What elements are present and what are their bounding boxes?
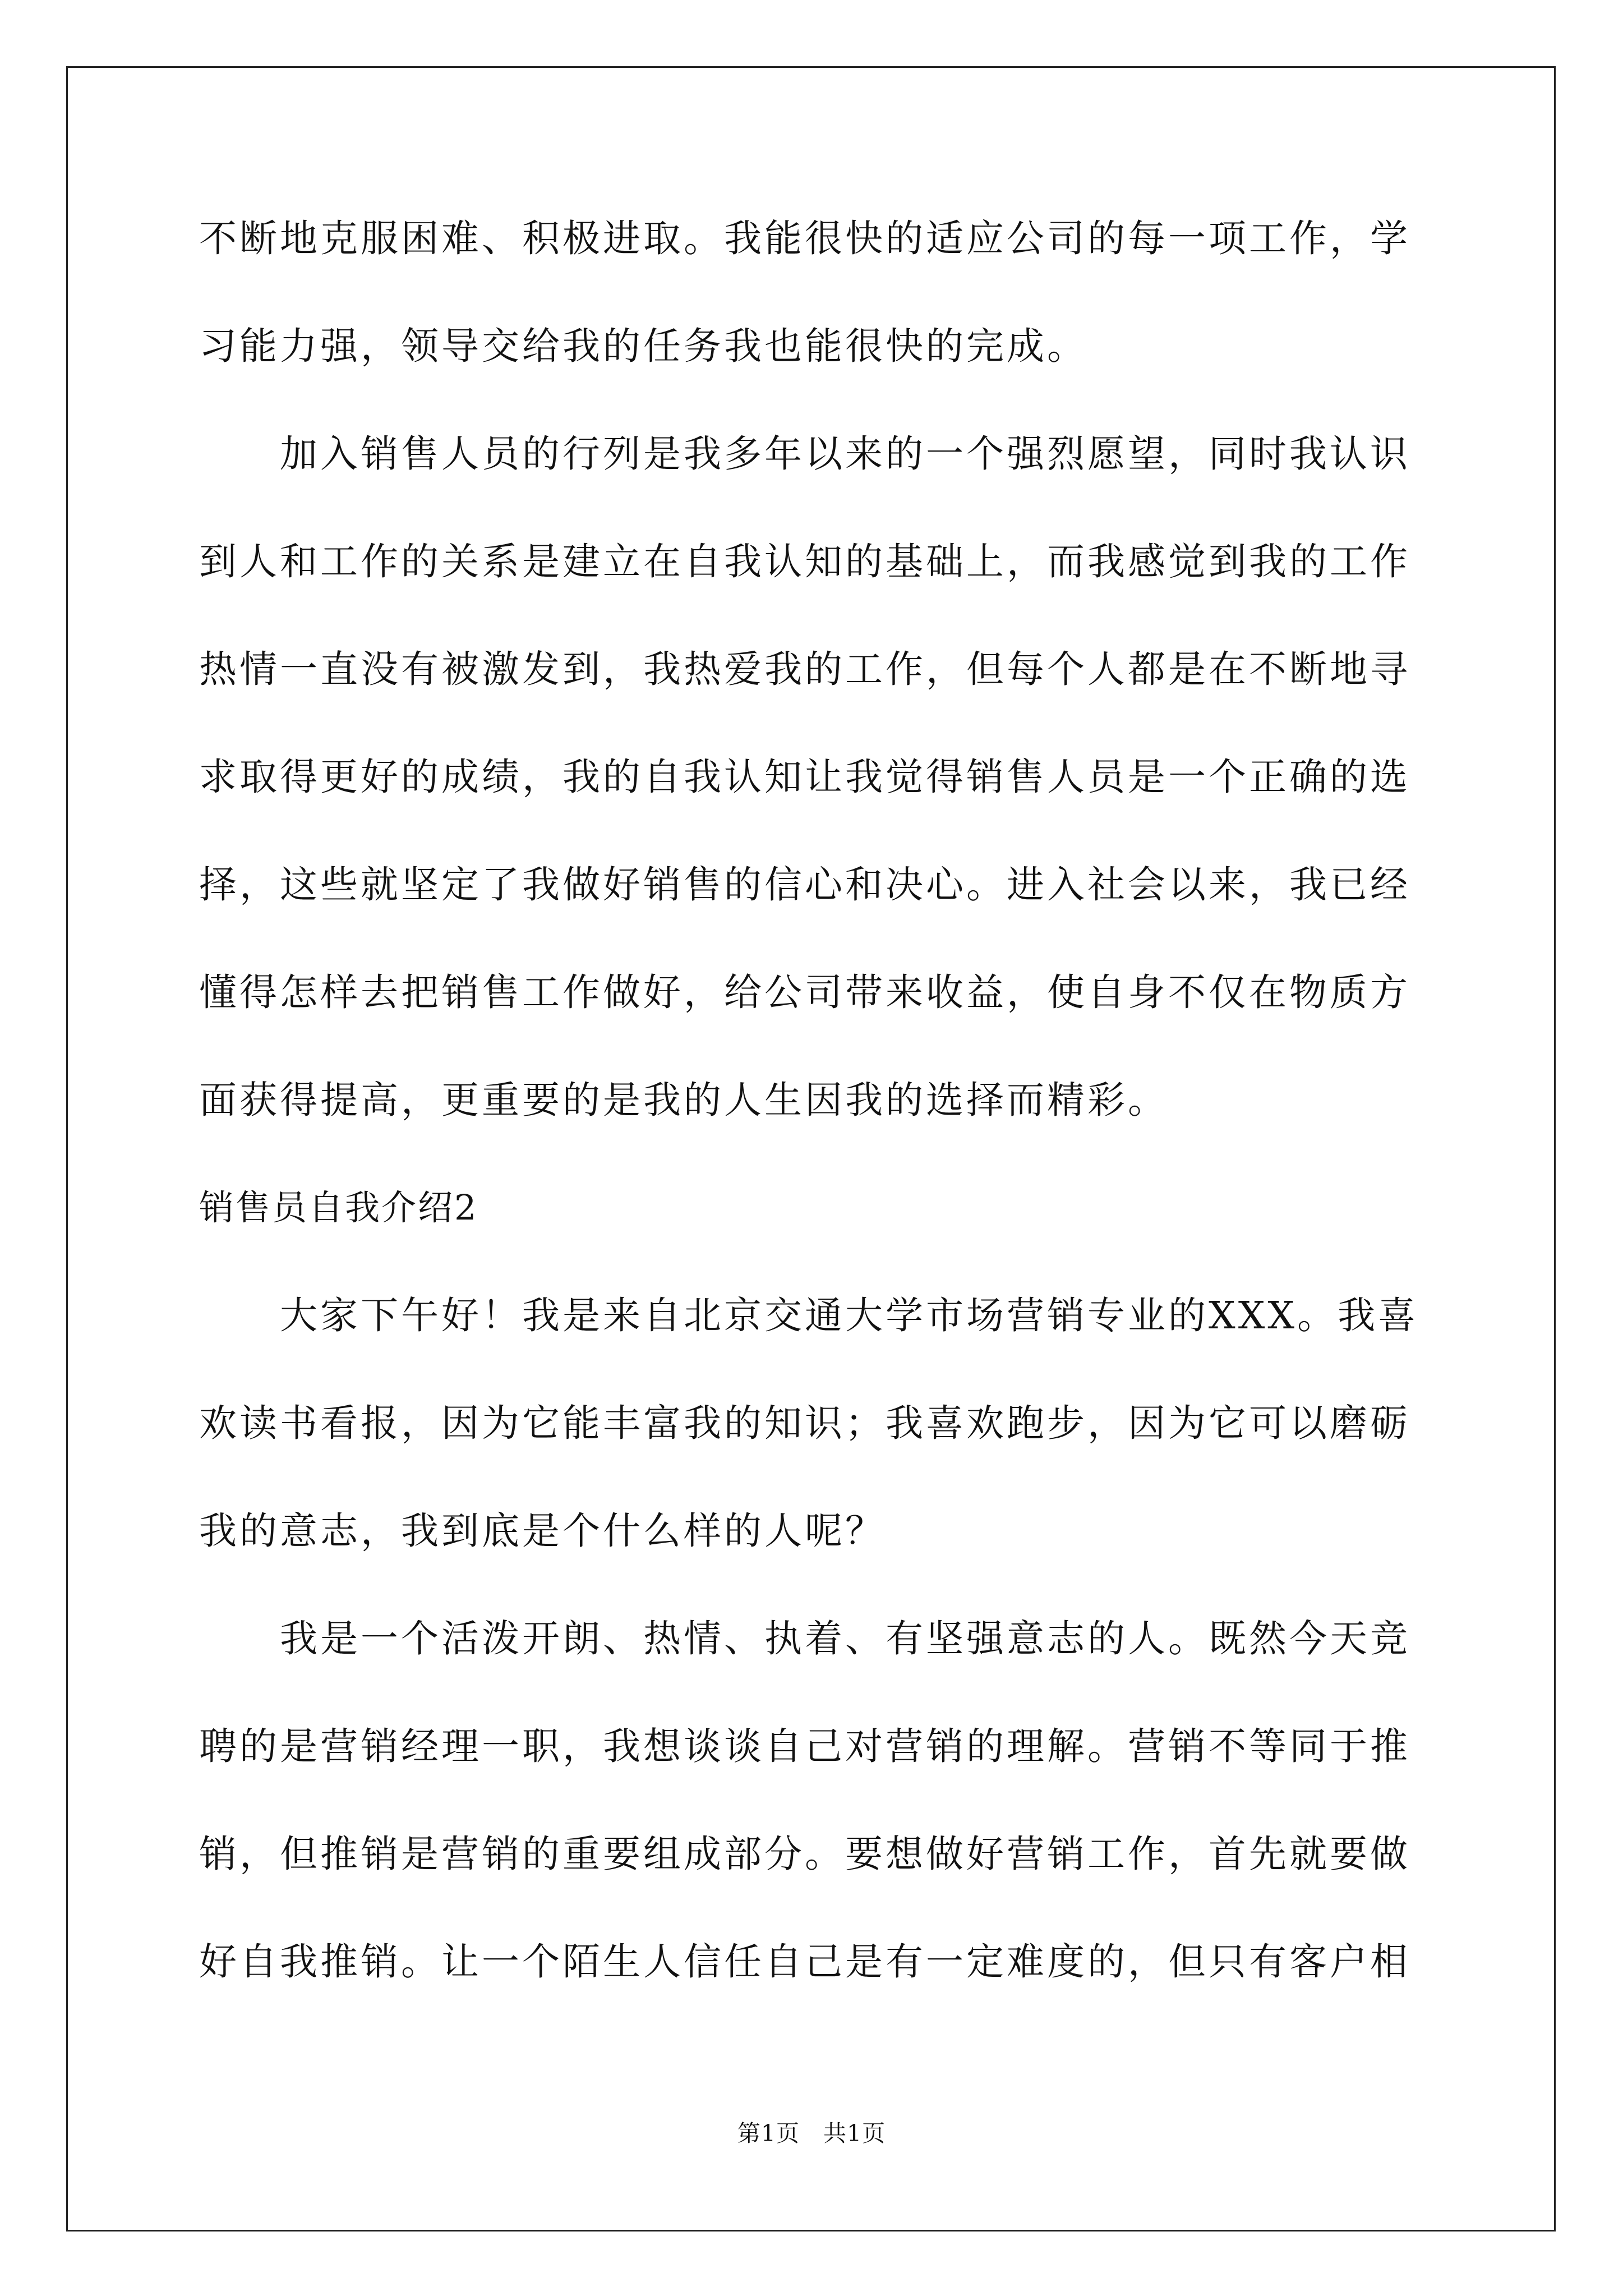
paragraph-start-line: 加入销售人员的行列是我多年以来的一个强烈愿望，同时我认识 (199, 432, 1410, 476)
text-line: 欢读书看报，因为它能丰富我的知识；我喜欢跑步，因为它可以磨砺 (199, 1401, 1410, 1445)
text-line: 热情一直没有被激发到，我热爱我的工作，但每个人都是在不断地寻 (199, 647, 1410, 691)
paragraph-start-line: 我是一个活泼开朗、热情、执着、有坚强意志的人。既然今天竞 (199, 1617, 1410, 1660)
text-line: 聘的是营销经理一职，我想谈谈自己对营销的理解。营销不等同于推 (199, 1724, 1410, 1768)
text-line: 到人和工作的关系是建立在自我认知的基础上，而我感觉到我的工作 (199, 540, 1410, 583)
text-line: 我的意志，我到底是个什么样的人呢？ (199, 1509, 886, 1553)
text-line: 销，但推销是营销的重要组成部分。要想做好营销工作，首先就要做 (199, 1832, 1410, 1876)
text-line: 不断地克服困难、积极进取。我能很快的适应公司的每一项工作，学 (199, 217, 1410, 260)
page-number-footer: 第1页 共1页 (737, 2120, 886, 2147)
text-line: 面获得提高，更重要的是我的人生因我的选择而精彩。 (199, 1078, 1168, 1122)
text-line: 好自我推销。让一个陌生人信任自己是有一定难度的，但只有客户相 (199, 1940, 1410, 1984)
paragraph-start-line: 大家下午好！我是来自北京交通大学市场营销专业的XXX。我喜 (199, 1294, 1419, 1337)
text-line: 求取得更好的成绩，我的自我认知让我觉得销售人员是一个正确的选 (199, 755, 1410, 799)
document-body (199, 205, 1427, 2036)
text-line: 择，这些就坚定了我做好销售的信心和决心。进入社会以来，我已经 (199, 863, 1410, 907)
text-line: 懂得怎样去把销售工作做好，给公司带来收益，使自身不仅在物质方 (199, 970, 1410, 1014)
text-line: 习能力强，领导交给我的任务我也能很快的完成。 (199, 324, 1087, 368)
section-heading: 销售员自我介绍2 (199, 1187, 478, 1228)
